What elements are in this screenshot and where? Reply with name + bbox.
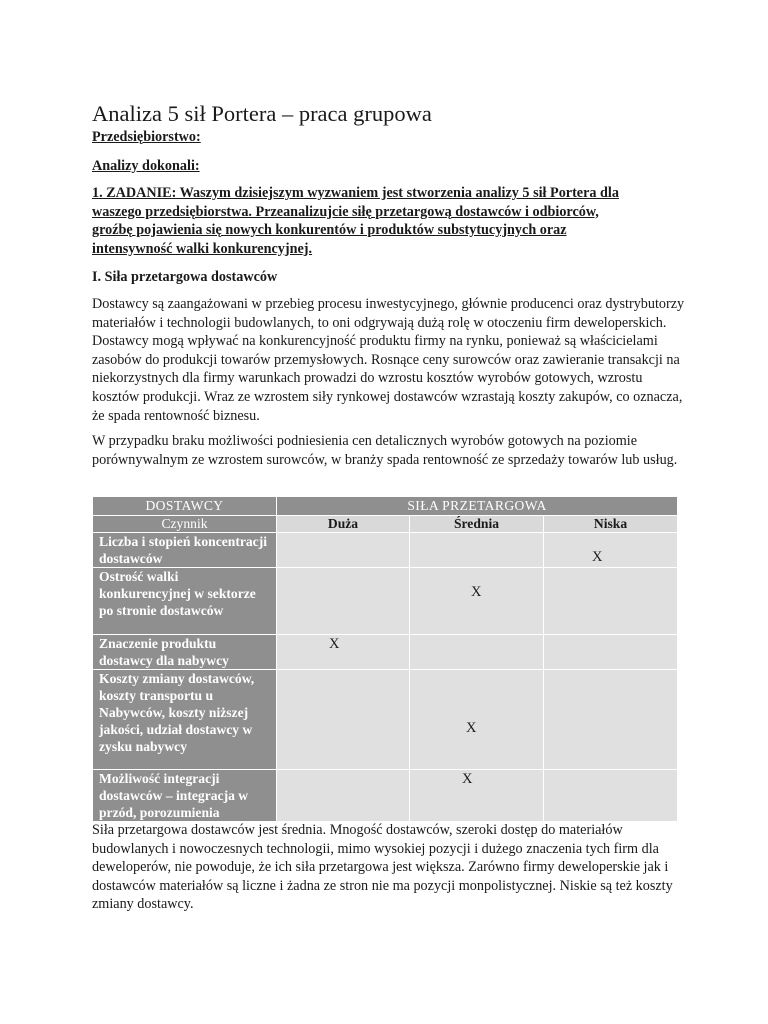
table-row-factor: Liczba i stopień koncentracji dostawców (93, 533, 277, 568)
table-header-bargaining-power: SIŁA PRZETARGOWA (277, 497, 678, 516)
task-line: waszego przedsiębiorstwa. Przeanalizujcie siłę przetargową dostawców i odbiorców, (92, 203, 599, 220)
rating-mark: X (466, 720, 477, 736)
table-cell-low (544, 533, 678, 568)
table-cell-low (544, 670, 678, 770)
table-cell-medium (410, 568, 544, 635)
authors-label: Analizy dokonali: (92, 158, 200, 174)
table-cell-low (544, 568, 678, 635)
table-cell-low (544, 635, 678, 670)
table-cell-high (277, 533, 410, 568)
table-cell-high (277, 770, 410, 822)
rating-mark: X (329, 636, 340, 652)
table-cell-medium (410, 770, 544, 822)
table-row-factor: Znaczenie produktu dostawcy dla nabywcy (93, 635, 277, 670)
enterprise-label: Przedsiębiorstwo: (92, 129, 201, 145)
table-cell-high (277, 635, 410, 670)
rating-mark: X (471, 584, 482, 600)
paragraph-suppliers-intro: Dostawcy są zaangażowani w przebieg procesu inwestycyjnego, głównie producenci oraz dystrybutorzy materiałów i technologii budowlanych, to oni odgrywają dużą rolę w otoczeniu firm deweloperskich. Dostawcy mogą wpływać na konkurencyjność produktu firmy na rynku, ponieważ są właścicielami zasobów do produkcji towarów przemysłowych. Rosnące ceny surowców oraz zawieranie transakcji na niekorzystnych dla firmy warunkach prowadzi do wzrostu kosztów wyrobów gotowych, wzrostu kosztów produkcji. Wraz ze wzrostem siły rynkowej dostawców wzrastają koszty zakupów, co oznacza, że spada rentowność biznesu. (92, 296, 685, 424)
section-heading: I. Siła przetargowa dostawców (92, 269, 278, 285)
rating-mark: X (592, 549, 603, 565)
table-cell-medium (410, 635, 544, 670)
table-header-level-medium: Średnia (410, 516, 544, 533)
table-header-level-low: Niska (544, 516, 678, 533)
task-line: 1. ZADANIE: Waszym dzisiejszym wyzwaniem jest stworzenia analizy 5 sił Portera dla (92, 185, 619, 201)
table-header-suppliers: DOSTAWCY (93, 497, 277, 516)
table-cell-medium (410, 533, 544, 568)
table-cell-medium (410, 670, 544, 770)
table-header-factor: Czynnik (93, 516, 277, 533)
task-line: groźbę pojawienia się nowych konkurentów i produktów substytucyjnych oraz (92, 222, 567, 238)
document-title: Analiza 5 sił Portera – praca grupowa (92, 101, 432, 126)
table-cell-low (544, 770, 678, 822)
table-row-factor: Możliwość integracji dostawców – integracja w przód, porozumienia (93, 770, 277, 822)
rating-mark: X (462, 771, 473, 787)
task-line: intensywność walki konkurencyjnej. (92, 240, 313, 257)
task-description (92, 184, 692, 258)
table-cell-high (277, 568, 410, 635)
table-row-factor: Ostrość walki konkurencyjnej w sektorze po stronie dostawców (93, 568, 277, 635)
paragraph-conclusion: Siła przetargowa dostawców jest średnia. Mnogość dostawców, szeroki dostęp do materiałów budowlanych i nowoczesnych technologii, mimo wysokiej pozycji i dużego znaczenia tych firm dla deweloperów, nie powoduje, że ich siła przetargowa jest większa. Zarówno firmy deweloperskie jak i dostawców materiałów są liczne i żadna ze stron nie ma pozycji monpolistycznej. Niskie są też koszty zmiany dostawcy. (92, 822, 673, 913)
table-row-factor: Koszty zmiany dostawców, koszty transportu u Nabywców, koszty niższej jakości, udział dostawcy w zysku nabywcy (93, 670, 277, 770)
table-header-level-high: Duża (277, 516, 410, 533)
suppliers-power-table (92, 496, 678, 822)
table-cell-high (277, 670, 410, 770)
paragraph-retail-prices: W przypadku braku możliwości podniesienia cen detalicznych wyrobów gotowych na poziomie porównywalnym ze wzrostem surowców, w branży spada rentowność ze sprzedaży towarów lub usług. (92, 433, 678, 468)
